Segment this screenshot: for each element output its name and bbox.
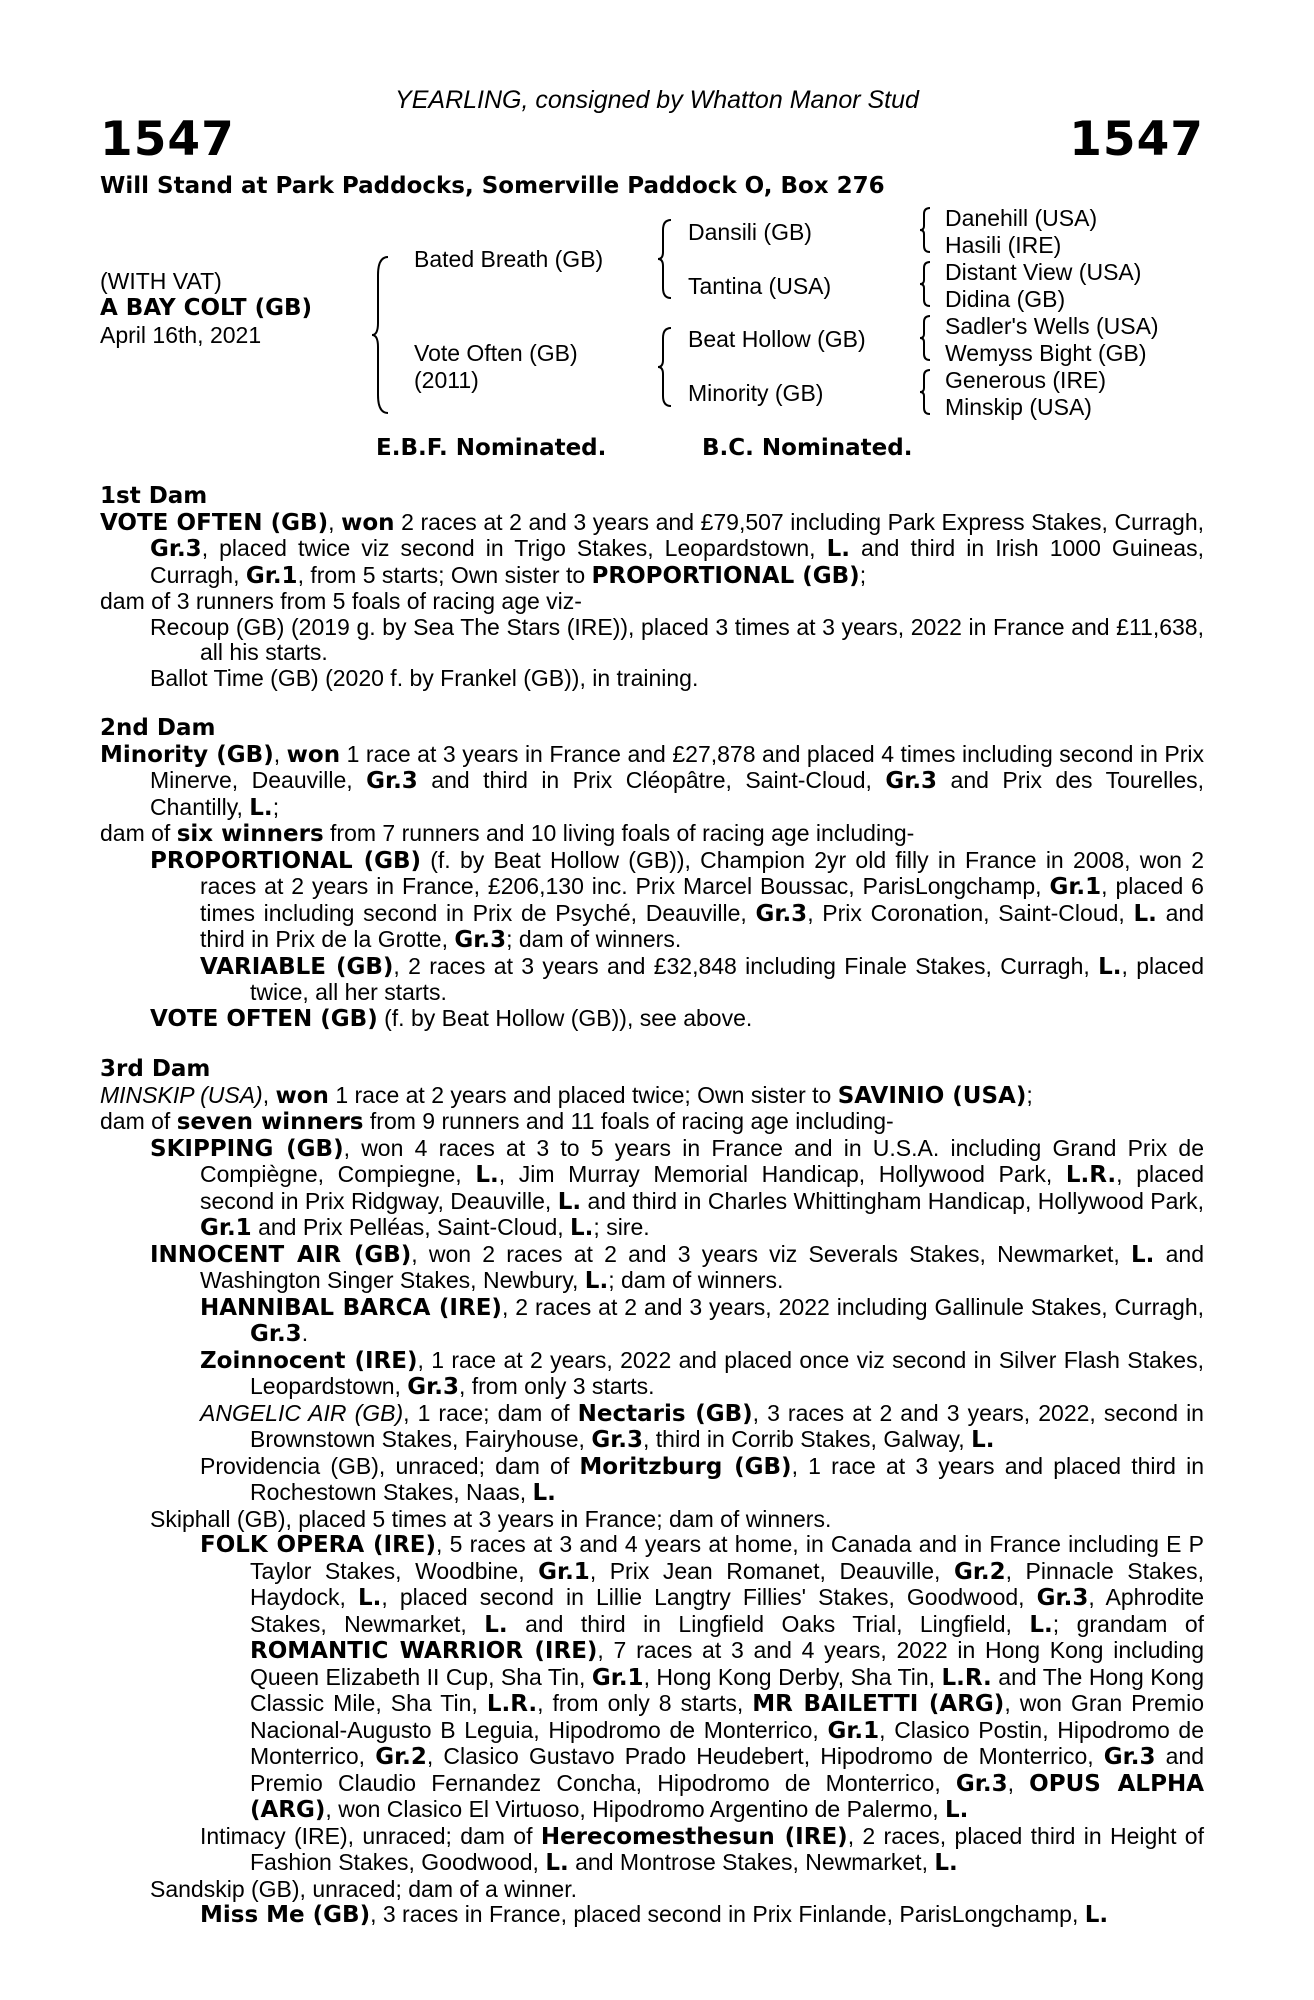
vat-note: (WITH VAT): [100, 268, 222, 294]
stand-location: Will Stand at Park Paddocks, Somerville Paddock O, Box 276: [100, 173, 885, 199]
paragraph: FOLK OPERA (IRE), 5 races at 3 and 4 years at home, in Canada and in France including E P Taylor Stakes, Woodbine, Gr.1, Prix Jean Romanet, Deauville, Gr.2, Pinnacle Stakes, Haydock, L., placed second in Lillie Langtry Fillies' Stakes, Goodwood, Gr.3, Aphrodite Stakes, Newmarket, L. and third in Lingfield Oaks Trial, Lingfield, L.; grandam of ROMANTIC WARRIOR (IRE), 7 races at 3 and 4 years, 2022 in Hong Kong including Queen Elizabeth II Cup, Sha Tin, Gr.1, Hong Kong Derby, Sha Tin, L.R. and The Hong Kong Classic Mile, Sha Tin, L.R., from only 8 starts, MR BAILETTI (ARG), won Gran Premio Nacional-Augusto B Leguia, Hipodromo de Monterrico, Gr.1, Clasico Postin, Hipodromo de Monterrico, Gr.2, Clasico Gustavo Prado Heudebert, Hipodromo de Monterrico, Gr.3 and Premio Claudio Fernandez Concha, Hipodromo de Monterrico, Gr.3, OPUS ALPHA (ARG), won Clasico El Virtuoso, Hipodromo Argentino de Palermo, L.: [200, 1531, 1205, 1823]
consignor-line: YEARLING, consigned by Whatton Manor Stud: [395, 86, 919, 114]
lot-number-left: 1547: [100, 112, 235, 167]
sire-sire: Dansili (GB): [688, 219, 812, 245]
gg-7: Generous (IRE): [945, 367, 1107, 393]
paragraph: Ballot Time (GB) (2020 f. by Frankel (GB)), in training.: [150, 664, 699, 691]
paragraph: dam of six winners from 7 runners and 10 living foals of racing age including-: [100, 820, 915, 847]
paragraph: ANGELIC AIR (GB), 1 race; dam of Nectaris (GB), 3 races at 2 and 3 years, 2022, second in Brownstown Stakes, Fairyhouse, Gr.3, third in Corrib Stakes, Galway, L.: [200, 1399, 1204, 1453]
paragraph: SKIPPING (GB), won 4 races at 3 to 5 years in France and in U.S.A. including Grand Prix de Compiègne, Compiegne, L., Jim Murray Memorial Handicap, Hollywood Park, L.R., placed second in Prix Ridgway, Deauville, L. and third in Charles Whittingham Handicap, Hollywood Park, Gr.1 and Prix Pelléas, Saint-Cloud, L.; sire.: [150, 1134, 1204, 1241]
catalogue-body: [100, 484, 1204, 1929]
gg-5: Sadler's Wells (USA): [945, 313, 1159, 339]
paragraph: MINSKIP (USA), won 1 race at 2 years and placed twice; Own sister to SAVINIO (USA);: [100, 1081, 1033, 1109]
bc-nominated: B.C. Nominated.: [702, 435, 913, 461]
ebf-nominated: E.B.F. Nominated.: [376, 435, 607, 461]
paragraph: PROPORTIONAL (GB) (f. by Beat Hollow (GB)), Champion 2yr old filly in France in 2008, won 2 races at 2 years in France, £206,130 inc. Prix Marcel Boussac, ParisLongchamp, Gr.1, placed 6 times including second in Prix de Psyché, Deauville, Gr.3, Prix Coronation, Saint-Cloud, L. and third in Prix de la Grotte, Gr.3; dam of winners.: [150, 846, 1205, 953]
foaled-date: April 16th, 2021: [100, 322, 262, 348]
sire-dam: Tantina (USA): [688, 273, 832, 299]
paragraph: Sandskip (GB), unraced; dam of a winner.: [150, 1875, 577, 1902]
brace-icon: [918, 206, 932, 254]
paragraph: HANNIBAL BARCA (IRE), 2 races at 2 and 3 years, 2022 including Gallinule Stakes, Curragh, Gr.3.: [200, 1293, 1205, 1347]
paragraph: VOTE OFTEN (GB) (f. by Beat Hollow (GB)), see above.: [150, 1004, 753, 1032]
section-heading: 3rd Dam: [100, 1056, 211, 1082]
lot-number-right: 1547: [1069, 112, 1204, 167]
paragraph: dam of 3 runners from 5 foals of racing age viz-: [100, 588, 582, 614]
gg-6: Wemyss Bight (GB): [945, 340, 1147, 366]
paragraph: VARIABLE (GB), 2 races at 3 years and £32,848 including Finale Stakes, Curragh, L., placed twice, all her starts.: [200, 952, 1204, 1005]
section-heading: 1st Dam: [100, 483, 208, 509]
dam: Vote Often (GB): [414, 340, 578, 366]
paragraph: Recoup (GB) (2019 g. by Sea The Stars (IRE)), placed 3 times at 3 years, 2022 in France and £11,638, all his starts.: [150, 613, 1204, 665]
paragraph: Providencia (GB), unraced; dam of Moritzburg (GB), 1 race at 3 years and placed third in Rochestown Stakes, Naas, L.: [200, 1452, 1205, 1506]
dam-dam: Minority (GB): [688, 380, 824, 406]
paragraph: Minority (GB), won 1 race at 3 years in France and £27,878 and placed 4 times including second in Prix Minerve, Deauville, Gr.3 and third in Prix Cléopâtre, Saint-Cloud, Gr.3 and Prix des Tourelles, Chantilly, L.;: [100, 740, 1205, 821]
section-heading: 2nd Dam: [100, 715, 216, 741]
brace-icon: [656, 326, 674, 408]
dam-sire: Beat Hollow (GB): [688, 326, 866, 352]
paragraph: INNOCENT AIR (GB), won 2 races at 2 and 3 years viz Severals Stakes, Newmarket, L. and Washington Singer Stakes, Newbury, L.; dam of winners.: [150, 1240, 1205, 1294]
gg-1: Danehill (USA): [945, 205, 1098, 231]
brace-icon: [918, 260, 932, 308]
horse-name: A BAY COLT (GB): [100, 295, 313, 321]
gg-3: Distant View (USA): [945, 259, 1142, 285]
dam-year: (2011): [414, 367, 479, 393]
paragraph: dam of seven winners from 9 runners and 11 foals of racing age including-: [100, 1108, 894, 1135]
brace-icon: [370, 255, 392, 415]
gg-4: Didina (GB): [945, 286, 1066, 312]
paragraph: Skiphall (GB), placed 5 times at 3 years in France; dam of winners.: [150, 1505, 832, 1532]
brace-icon: [918, 314, 932, 362]
paragraph: Miss Me (GB), 3 races in France, placed second in Prix Finlande, ParisLongchamp, L.: [200, 1901, 1109, 1928]
gg-2: Hasili (IRE): [945, 232, 1062, 258]
sire: Bated Breath (GB): [414, 246, 604, 272]
brace-icon: [656, 218, 674, 300]
paragraph: Zoinnocent (IRE), 1 race at 2 years, 2022 and placed once viz second in Silver Flash Stakes, Leopardstown, Gr.3, from only 3 starts.: [200, 1346, 1204, 1400]
brace-icon: [918, 368, 932, 416]
paragraph: Intimacy (IRE), unraced; dam of Herecomesthesun (IRE), 2 races, placed third in Height of Fashion Stakes, Goodwood, L. and Montrose Stakes, Newmarket, L.: [200, 1822, 1204, 1876]
gg-8: Minskip (USA): [945, 394, 1092, 420]
paragraph: VOTE OFTEN (GB), won 2 races at 2 and 3 years and £79,507 including Park Express Stakes, Curragh, Gr.3, placed twice viz second in Trigo Stakes, Leopardstown, L. and third in Irish 1000 Guineas, Curragh, Gr.1, from 5 starts; Own sister to PROPORTIONAL (GB);: [100, 508, 1204, 589]
